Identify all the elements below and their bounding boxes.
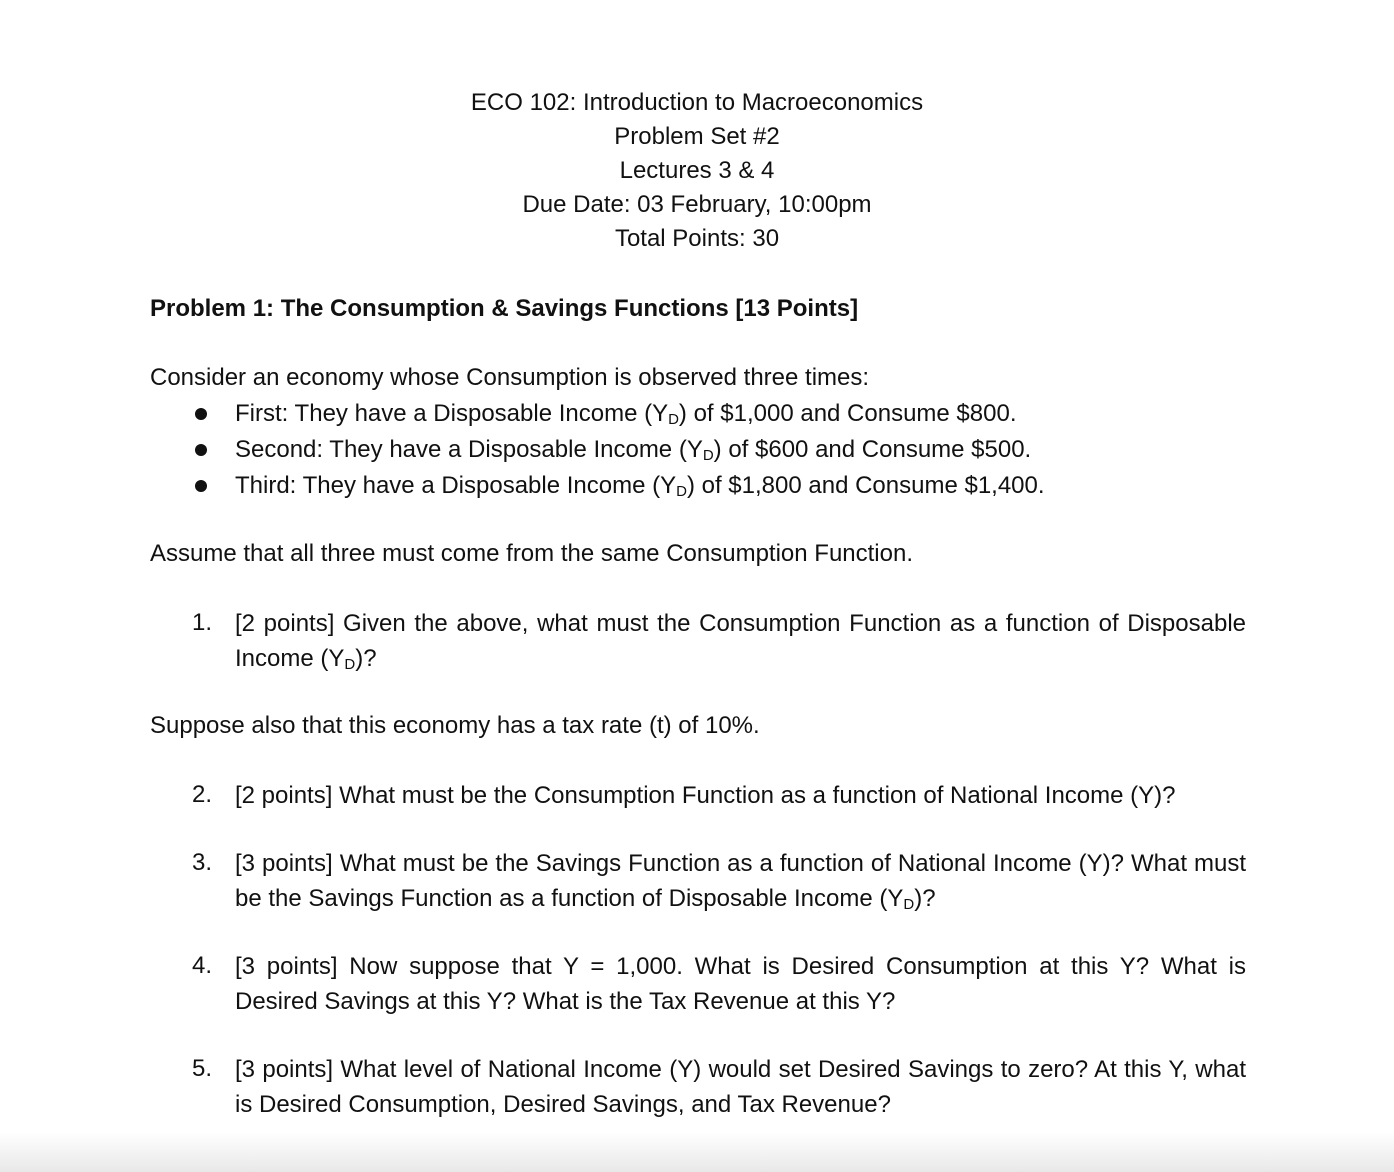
question-1	[150, 606, 1246, 682]
question-4	[150, 949, 1246, 1025]
question-text: [3 points] What level of National Income (Y) would set Desired Savings to zero? At this Y, what is Desired Consumption, Desired Savings, and Tax Revenue?	[235, 1056, 1246, 1118]
document-header	[0, 86, 1394, 256]
problem-1-title: Problem 1: The Consumption & Savings Functions [13 Points]	[150, 295, 859, 322]
list-item: First: They have a Disposable Income $(Y_D)$ of $1,000 and Consume $800.	[150, 396, 1045, 432]
question-2	[150, 778, 1246, 819]
question-text: [2 points] Given the above, what must the Consumption Function as a function of Disposable Income $(Y_D)$?	[235, 610, 1246, 673]
bullet-icon	[195, 408, 207, 420]
list-item: Second: They have a Disposable Income $(Y_D)$ of $600 and Consume $500.	[150, 432, 1045, 468]
observation-list	[150, 396, 1045, 504]
lectures-label: Lectures 3 & 4	[619, 157, 775, 184]
course-title: ECO 102: Introduction to Macroeconomics	[470, 89, 924, 116]
assumption-text: Assume that all three must come from the same Consumption Function.	[150, 540, 913, 567]
question-text: [2 points] What must be the Consumption Function as a function of National Income (Y)?	[235, 782, 1176, 809]
tax-rate-text: Suppose also that this economy has a tax rate (t) of 10%.	[150, 712, 760, 739]
question-number: 4.	[192, 952, 213, 979]
bullet-icon	[195, 444, 207, 456]
problem-intro: Consider an economy whose Consumption is observed three times:	[150, 364, 870, 391]
problem-set-label: Problem Set #2	[614, 123, 780, 150]
total-points: Total Points: 30	[614, 225, 780, 252]
question-number: 2.	[192, 781, 213, 808]
due-date: Due Date: 03 February, 10:00pm	[522, 191, 872, 218]
question-number: 5.	[192, 1055, 213, 1082]
list-item: Third: They have a Disposable Income $(Y_D)$ of $1,800 and Consume $1,400.	[150, 468, 1045, 504]
question-5	[150, 1052, 1246, 1128]
question-3	[150, 846, 1246, 922]
bullet-icon	[195, 480, 207, 492]
page-bottom-shadow	[0, 1132, 1394, 1172]
question-number: 1.	[192, 609, 213, 636]
question-text: [3 points] Now suppose that Y = 1,000. What is Desired Consumption at this Y? What is Desired Savings at this Y? What is the Tax Revenue at this Y?	[235, 953, 1246, 1015]
question-text: [3 points] What must be the Savings Function as a function of National Income (Y)? What must be the Savings Function as a function of Disposable Income $(Y_D)$?	[235, 850, 1246, 913]
question-number: 3.	[192, 849, 213, 876]
